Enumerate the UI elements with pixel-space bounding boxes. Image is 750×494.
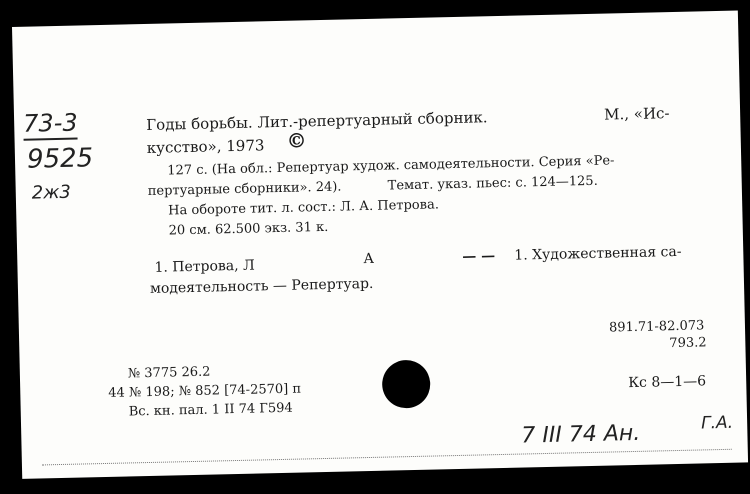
catalog-card	[12, 11, 748, 479]
call-number-line-1: 73-3	[23, 109, 78, 138]
order-line-3: Вс. кн. пал. 1 II 74 Г594	[128, 400, 293, 420]
call-number-line-2: 9525	[26, 143, 94, 175]
catalog-code: Кс 8—1—6	[628, 373, 707, 392]
classification-2: 793.2	[669, 335, 707, 352]
tracing-dash: — —	[462, 248, 496, 265]
handwritten-initials: Г.А.	[700, 412, 734, 434]
bottom-divider	[42, 449, 732, 466]
order-line-1: № 3775 26.2	[127, 364, 211, 382]
call-number-line-3: 2ж3	[31, 181, 72, 204]
tracing-1: 1. Петрова, Л	[154, 257, 255, 276]
copyright-symbol: ©	[286, 128, 307, 153]
title-line-2: кусство», 1973	[146, 136, 265, 157]
tracing-1-initial: А	[363, 250, 375, 268]
punch-hole	[382, 360, 431, 409]
title-line-1: Годы борьбы. Лит.-репертуарный сборник.	[146, 108, 488, 134]
tracing-3: модеятельность — Репертуар.	[149, 275, 374, 297]
handwritten-date: 7 III 74 Ан.	[521, 420, 641, 449]
description-line-3: На обороте тит. л. сост.: Л. А. Петрова.	[168, 197, 440, 219]
publisher-line-1: М., «Ис-	[603, 104, 670, 124]
description-line-1: 127 с. (На обл.: Репертуар худож. самодеятельности. Серия «Ре-	[167, 153, 615, 179]
order-line-2: 44 № 198; № 852 [74-2570] п	[108, 381, 302, 401]
tracing-2: 1. Художественная са-	[514, 243, 682, 264]
description-line-4: 20 см. 62.500 экз. 31 к.	[168, 219, 329, 239]
classification-1: 891.71-82.073	[608, 318, 705, 336]
description-line-2: пертуарные сборники». 24).	[147, 179, 342, 199]
description-line-2b: Темат. указ. пьес: с. 124—125.	[387, 173, 598, 194]
